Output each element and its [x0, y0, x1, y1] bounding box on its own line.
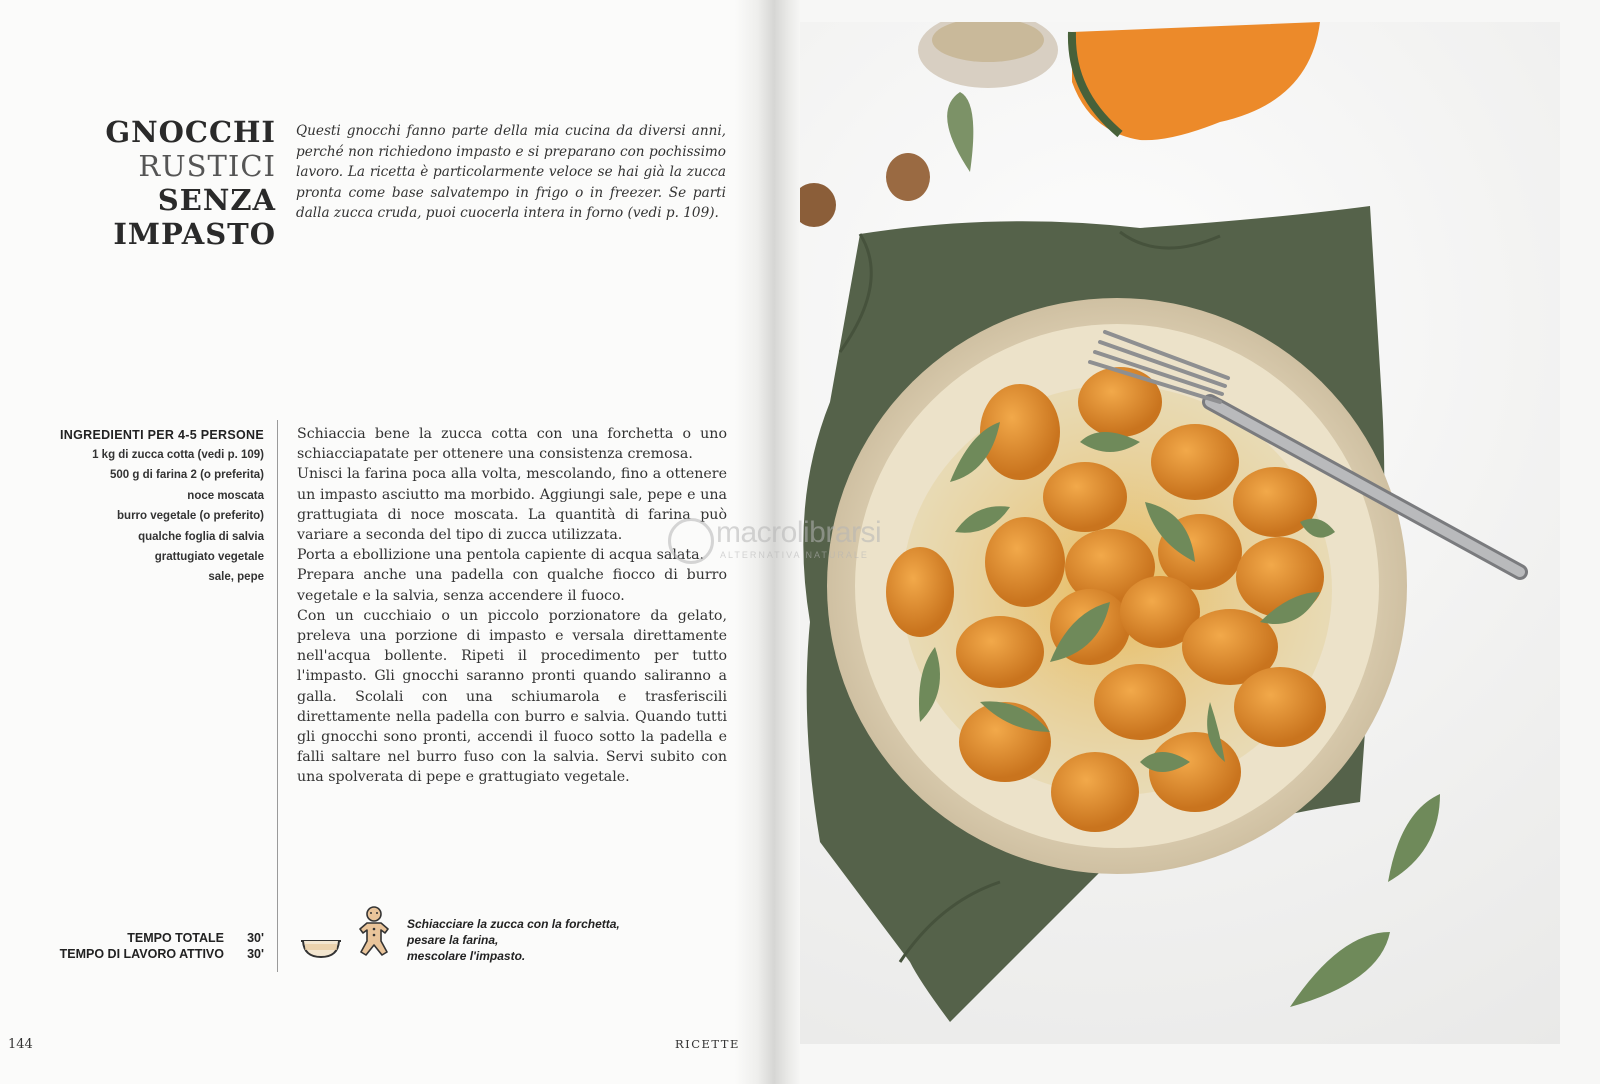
- recipe-intro: Questi gnocchi fanno parte della mia cucina da diversi anni, perché non richiedono impasto e si preparano con pochissimo lavoro. La ricetta è particolarmente veloce se hai già la zucca pronta come base salvatempo in frigo o in freezer. Se parti dalla zucca cruda, puoi cuocerla intera in forno (vedi p. 109).: [296, 123, 726, 221]
- method-step: Porta a ebollizione una pentola capiente di acqua salata.: [297, 547, 705, 564]
- watermark-text: macrolibrarsi: [716, 516, 882, 549]
- recipe-method: [297, 424, 727, 788]
- method-step: Schiaccia bene la zucca cotta con una forchetta o uno schiacciapatate per ottenere una consistenza cremosa.: [297, 426, 727, 463]
- total-time-label: TEMPO TOTALE: [127, 931, 224, 945]
- time-info: [30, 930, 264, 962]
- ingredients-heading: INGREDIENTI PER 4-5 PERSONE: [60, 428, 264, 442]
- method-step: Prepara anche una padella con qualche fiocco di burro vegetale e la salvia, senza accendere il fuoco.: [297, 567, 727, 604]
- title-line-1: GNOCCHI: [105, 115, 276, 149]
- ingredients-list: [30, 428, 264, 588]
- nutmeg: [800, 183, 836, 227]
- title-line-4: IMPASTO: [113, 217, 276, 251]
- nutmeg: [886, 153, 930, 201]
- ingredient-item: grattugiato vegetale: [154, 551, 264, 564]
- tip-line: pesare la farina,: [407, 933, 499, 947]
- ingredient-item: noce moscata: [187, 489, 264, 502]
- column-divider: [277, 420, 278, 972]
- ingredient-item: 1 kg di zucca cotta (vedi p. 109): [92, 449, 264, 461]
- sage-leaf: [947, 92, 973, 172]
- ingredient-item: qualche foglia di salvia: [138, 530, 264, 543]
- active-time-value: 30': [247, 947, 264, 961]
- active-time-row: [30, 946, 264, 962]
- watermark-subtext: ALTERNATIVA NATURALE: [720, 550, 869, 560]
- watermark: [668, 516, 938, 564]
- method-step: Unisci la farina poca alla volta, mescolando, fino a ottenere un impasto asciutto ma morbido. Aggiungi sale, pepe e una grattugiata di noce moscata. La quantità di farina può variare a seconda del tipo di zucca utilizzata.: [297, 466, 727, 544]
- bowl-icon: [300, 936, 342, 960]
- total-time-row: [30, 930, 264, 946]
- recipe-title: [60, 115, 276, 251]
- ingredient-item: sale, pepe: [208, 571, 264, 584]
- tip-line: mescolare l'impasto.: [407, 949, 526, 963]
- active-time-label: TEMPO DI LAVORO ATTIVO: [59, 947, 224, 961]
- ingredient-item: burro vegetale (o preferito): [117, 510, 264, 523]
- running-head: RICETTE: [675, 1037, 740, 1051]
- sage-leaf: [1290, 932, 1390, 1007]
- tip-line: Schiacciare la zucca con la forchetta,: [407, 917, 620, 931]
- page-number: 144: [8, 1037, 33, 1052]
- title-line-3: SENZA: [157, 183, 276, 217]
- watermark-logo-icon: [668, 518, 714, 564]
- method-step: Con un cucchiaio o un piccolo porzionatore da gelato, preleva una porzione di impasto e versala direttamente nell'acqua bollente. Ripeti il procedimento per tutto l'impasto. Gli gnocchi saranno pronti quando saliranno a galla. Scolali con una schiumarola e trasferiscili direttamente nella padella con burro e salvia. Quando tutti gli gnocchi sono pronti, accendi il fuoco sotto la padella e falli saltare nel burro fuso con la salvia. Servi subito con una spolverata di pepe e grattugiato vegetale.: [297, 607, 727, 786]
- ingredient-item: 500 g di farina 2 (o preferita): [109, 469, 264, 482]
- gingerbread-man-icon: [354, 905, 394, 957]
- sage-leaf: [1388, 794, 1440, 882]
- tip-text: [407, 916, 667, 964]
- title-line-2: RUSTICI: [138, 149, 276, 183]
- total-time-value: 30': [247, 931, 264, 945]
